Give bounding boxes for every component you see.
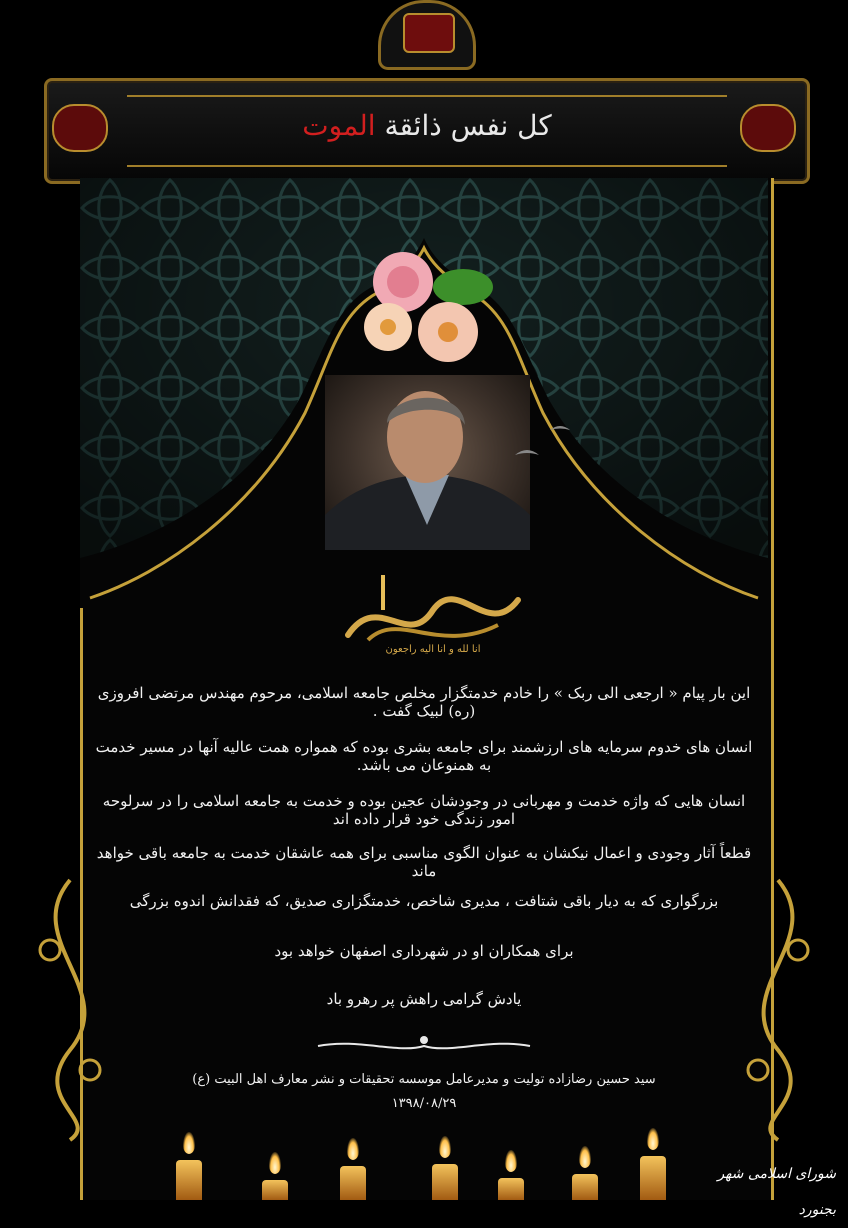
organization-logo	[680, 1156, 836, 1218]
flame-icon	[183, 1132, 195, 1154]
message-line-7: یادش گرامی راهش پر رهرو باد	[326, 990, 522, 1008]
signature-line: سید حسین رضازاده تولیت و مدیرعامل موسسه تحقیقات و نشر معارف اهل البیت (ع)	[192, 1072, 656, 1087]
message-line-3: انسان هایی که واژه خدمت و مهربانی در وجودشان عجین بوده و خدمت به جامعه اسلامی را در سرلوحه امور زندگی خود قرار داده اند	[102, 792, 746, 828]
message-line-6: برای همکاران او در شهرداری اصفهان خواهد بود	[274, 942, 574, 960]
candle-icon	[340, 1166, 366, 1200]
candle-icon	[176, 1160, 202, 1200]
right-emblem-icon	[740, 104, 796, 152]
birds-icon	[510, 420, 590, 470]
logo-text: شورای اسلامی شهر بجنورد	[717, 1166, 836, 1218]
message-line-4: قطعاً آثار وجودی و اعمال نیکشان به عنوان الگوی مناسبی برای همه عاشقان خدمت به جامعه باقی خواهد ماند	[96, 844, 752, 880]
candle-icon	[498, 1178, 524, 1200]
flame-icon	[647, 1128, 659, 1150]
calligraphy-emblem	[338, 570, 528, 660]
candle-icon	[262, 1180, 288, 1200]
message-line-5: بزرگواری که به دیار باقی شتافت ، مدیری شاخص، خدمتگزاری صدیق، که فقدانش اندوه بزرگی	[129, 892, 719, 910]
candle-icon	[572, 1174, 598, 1200]
flame-icon	[505, 1150, 517, 1172]
message-line-2: انسان های خدوم سرمایه های ارزشمند برای جامعه بشری بوده که همواره همت عالیه آنها در مسیر خدمت به همنوعان می باشد.	[95, 738, 753, 774]
verse-main-text: کل نفس ذائقة	[384, 109, 552, 142]
medallion-emblem-icon	[403, 13, 455, 53]
candle-icon	[640, 1156, 666, 1200]
left-emblem-icon	[52, 104, 108, 152]
quran-verse	[47, 109, 807, 142]
date-label: ۱۳۹۸/۰۸/۲۹	[391, 1096, 457, 1111]
candle-icon	[432, 1164, 458, 1200]
top-medallion	[378, 0, 476, 70]
verse-red-word: الموت	[302, 109, 376, 142]
flower-bouquet-icon	[358, 232, 508, 372]
portrait-photo	[325, 375, 530, 550]
verse-banner	[44, 78, 810, 184]
ornamental-divider-icon	[318, 1028, 530, 1064]
flame-icon	[439, 1136, 451, 1158]
flame-icon	[269, 1152, 281, 1174]
flame-icon	[579, 1146, 591, 1168]
flame-icon	[347, 1138, 359, 1160]
message-line-1: این بار پیام « ارجعی الی ربک » را خادم خدمتگزار مخلص جامعه اسلامی، مرحوم مهندس مرتضی افروزی (ره) لبیک گفت .	[97, 684, 751, 720]
left-flourish-icon	[10, 880, 130, 1140]
right-flourish-icon	[718, 880, 838, 1140]
calligraphy-text: انا لله و انا الیه راجعون	[385, 644, 481, 655]
